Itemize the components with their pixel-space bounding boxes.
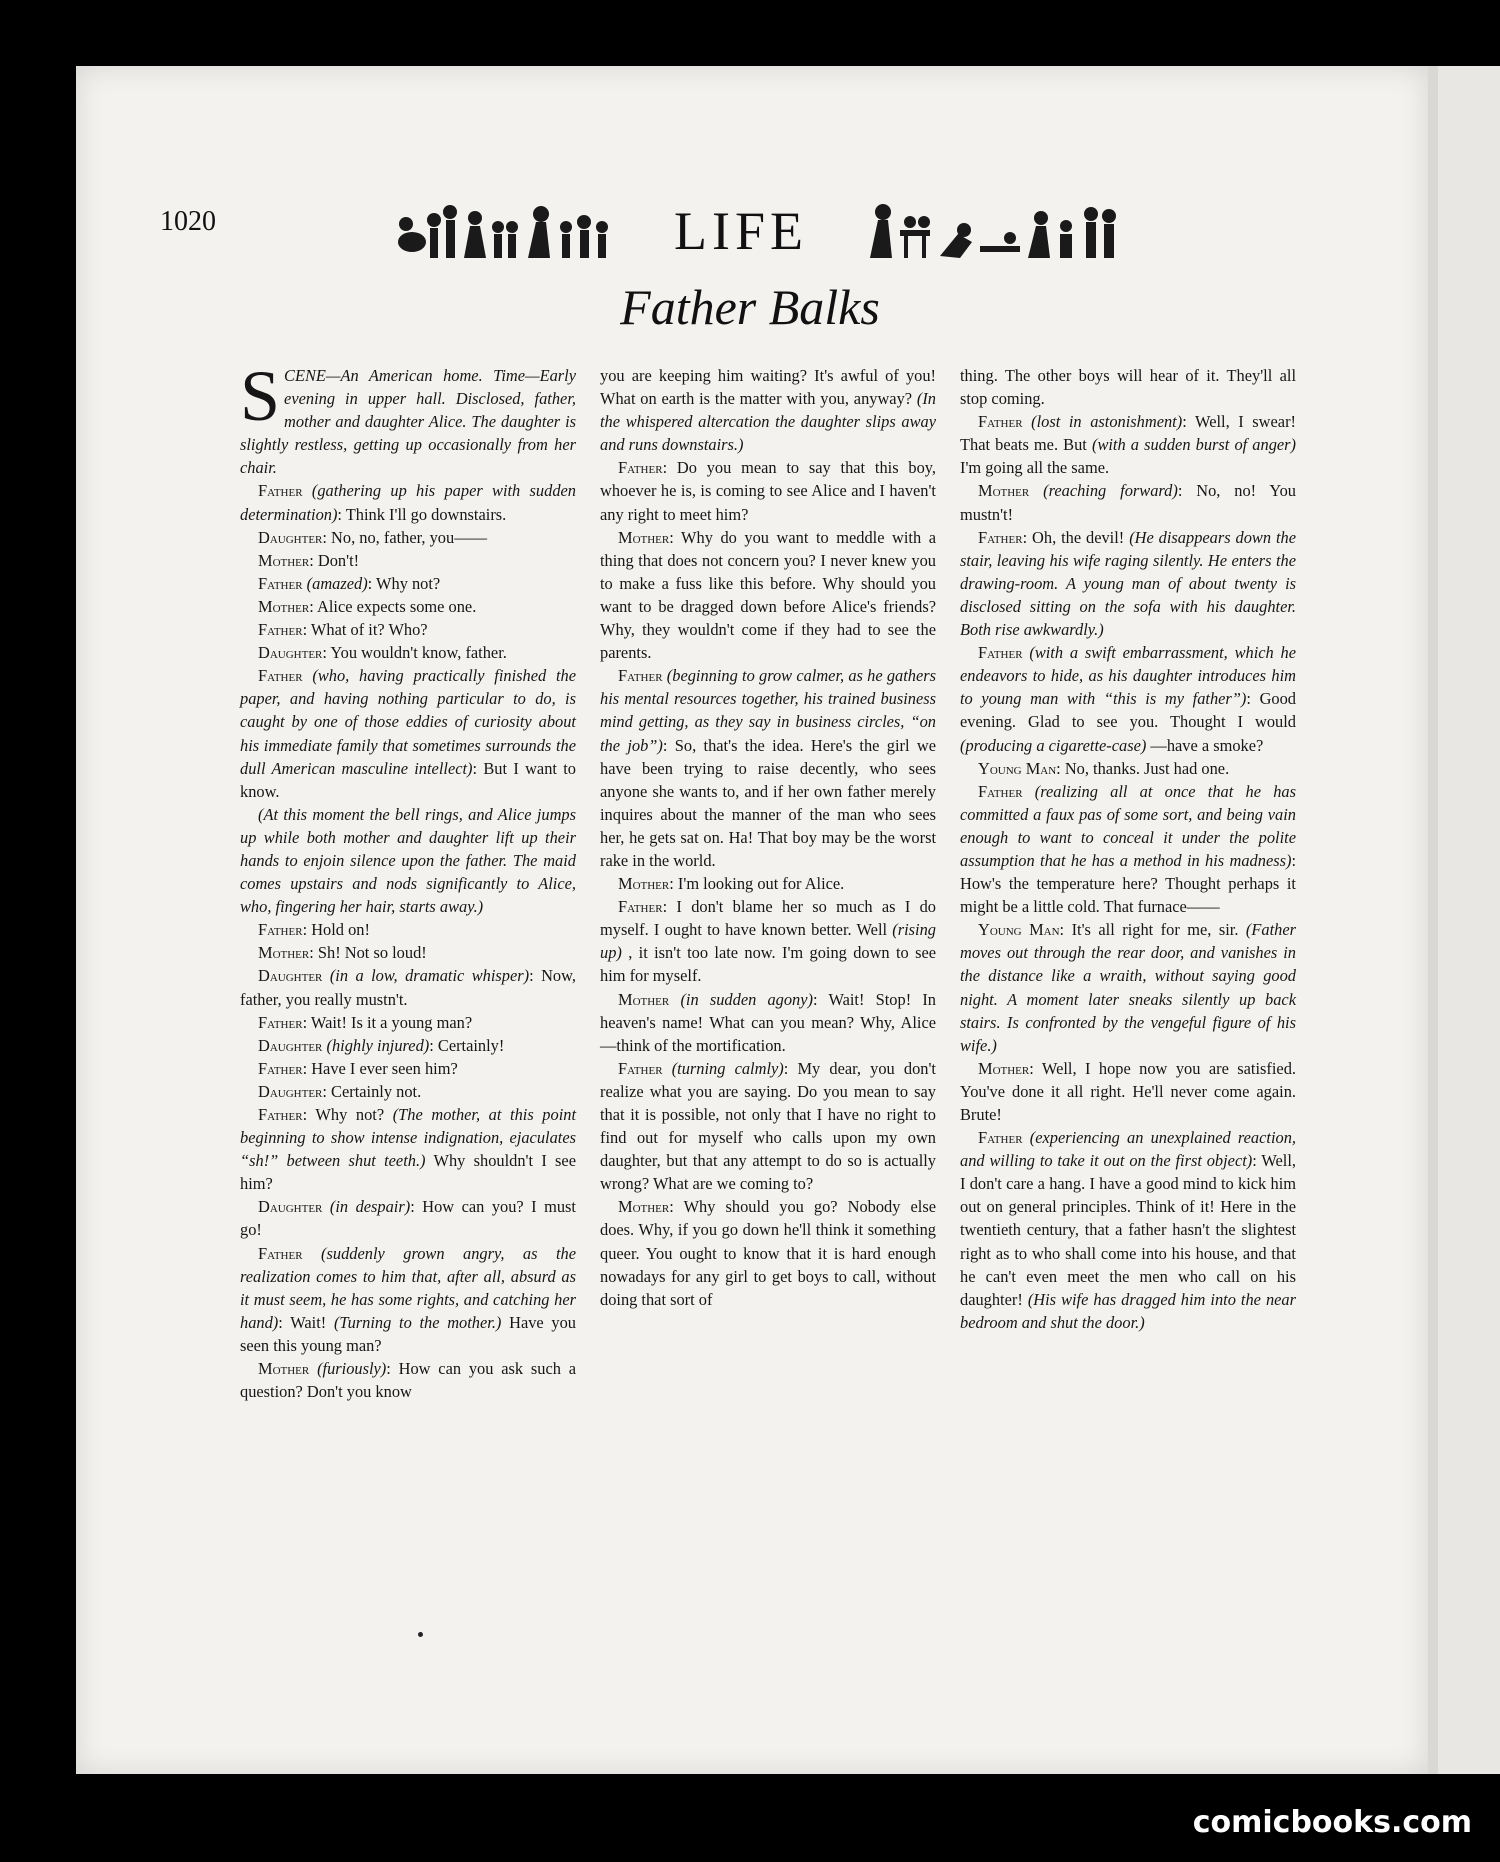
dialogue-text: : Why should you go? Nobody else does. Why, if you go down he'll think it something queer. You ought to know that it is hard enough nowadays for any girl to get boys to call, without doing that sort of [600,1197,936,1309]
dialogue-line [600,664,936,872]
dialogue-text: : Good evening. Glad to see you. Thought I would [960,689,1296,732]
dialogue-line [240,641,576,664]
dialogue-text: : But I want to know. [240,758,576,801]
dialogue-text: thing. The other boys will hear of it. They'll all stop coming. [960,366,1296,409]
dialogue-text: : You wouldn't know, father. [322,643,507,663]
dialogue-text: : Certainly not. [322,1081,422,1101]
masthead [390,190,1130,270]
speaker-name: Mother [618,874,670,894]
dialogue-continuation [960,364,1296,410]
speaker-name: Mother [978,481,1030,501]
stage-direction: (experiencing an unexplained reaction, and willing to take it out on the first object) [960,1128,1296,1171]
stage-direction: (amazed) [306,573,368,593]
dialogue-line [240,1103,576,1195]
speaker-name: Mother [618,989,670,1009]
dialogue-text: : Hold on! [302,920,370,940]
dialogue-text: : Why not? [367,573,441,593]
stage-direction: (In the whispered altercation the daughter slips away and runs downstairs.) [600,389,936,455]
masthead-right-figures [860,190,1130,270]
stage-direction: (in despair) [329,1197,411,1217]
dialogue-line [600,872,936,895]
dialogue-line [240,595,576,618]
dialogue-line [960,410,1296,479]
dialogue-text: : Now, father, you really mustn't. [240,966,576,1009]
stage-direction: (He disappears down the stair, leaving his wife raging silently. He enters the drawing-room. A young man of about twenty is disclosed sitting on the sofa with his daughter. Both rise awkwardly.) [960,527,1296,640]
speaker-name: Daughter [258,527,323,547]
speaker-name: Mother [258,1359,310,1379]
text-column-3 [960,364,1296,1334]
stage-direction: (producing a cigarette-case) [960,735,1147,755]
dialogue-text: you are keeping him waiting? It's awful of you! What on earth is the matter with you, anyway? [600,366,936,409]
stage-direction: (At this moment the bell rings, and Alice jumps up while both mother and daughter lift up their hands to enjoin silence upon the father. The maid comes upstairs and nods significantly to Alice, who, fingering her hair, starts away.) [240,804,576,917]
stage-direction: (realizing all at once that he has committed a faux pas of some sort, and being vain enough to want to conceal it under the polite assumption that he has a method in his madness) [960,781,1296,870]
dialogue-line [960,918,1296,1057]
dialogue-line [240,964,576,1010]
speaker-name: Father [258,1058,303,1078]
dialogue-line [960,1057,1296,1126]
dialogue-text: : I'm looking out for Alice. [669,874,845,894]
dialogue-text: : Why do you want to meddle with a thing that does not concern you? I never knew you to make a fuss like this before. Why should you want to be dragged down before Alice's friends? Why, they wouldn't come if they had to see the parents. [600,527,936,663]
dialogue-text: : Think I'll go downstairs. [337,504,507,524]
stage-direction: (His wife has dragged him into the near bedroom and shut the door.) [960,1289,1296,1332]
page-number: 1020 [160,206,216,237]
ink-dot [418,1632,423,1637]
dialogue-line [600,1195,936,1310]
dialogue-text: : No, no! You mustn't! [960,481,1296,524]
speaker-name: Mother [978,1058,1030,1078]
dialogue-text: : Wait! [278,1312,327,1332]
speaker-name: Father [978,643,1023,663]
dialogue-continuation [600,364,936,456]
dialogue-line [240,526,576,549]
dialogue-line [240,803,576,918]
speaker-name: Mother [618,1197,670,1217]
dialogue-text: Have you seen this young man? [240,1312,577,1355]
dialogue-text: , it isn't too late now. I'm going down to see him for myself. [600,943,936,986]
speaker-name: Father [978,781,1023,801]
speaker-name: Father [258,920,303,940]
stage-direction: (highly injured) [326,1035,430,1055]
speaker-name: Father [978,1128,1023,1148]
dialogue-line [240,1242,576,1357]
dialogue-text: : Wait! Is it a young man? [302,1012,473,1032]
drop-cap: S [240,356,281,436]
dialogue-text: : Well, I don't care a hang. I have a good mind to kick him out on general principles. Think of it! Here in the twentieth century, that a father hasn't the slightest right as to who shall come into his house, and that he can't even meet the men who call on his daughter! [960,1151,1296,1309]
speaker-name: Father [978,527,1023,547]
dialogue-line [600,895,936,987]
dialogue-line [600,456,936,525]
dialogue-text: : Certainly! [429,1035,505,1055]
stage-direction: (in a low, dramatic whisper) [329,966,530,986]
speaker-name: Daughter [258,643,323,663]
dialogue-text: : My dear, you don't realize what you are saying. Do you mean to say that it is possible, not only that I have no right to find out for myself who calls upon my own daughter, but that any attempt to do so is actually wrong? What are we coming to? [600,1058,936,1194]
stage-direction: (in sudden agony) [680,989,813,1009]
dialogue-text: : No, no, father, you—— [322,527,487,547]
dialogue-line [240,1011,576,1034]
dialogue-text: Why shouldn't I see him? [240,1151,576,1194]
speaker-name: Father [258,620,303,640]
dialogue-text: : Sh! Not so loud! [309,943,427,963]
dialogue-line [240,549,576,572]
dialogue-line [960,479,1296,525]
dialogue-line [240,1034,576,1057]
dialogue-line [240,572,576,595]
dialogue-text: : Well, I swear! That beats me. But [960,412,1296,455]
article-title: Father Balks [620,279,880,335]
speaker-name: Father [258,666,303,686]
text-column-1 [240,356,577,1403]
dialogue-text: : How can you ask such a question? Don't you know [240,1359,576,1402]
dialogue-line [240,618,576,641]
speaker-name: Father [618,458,663,478]
masthead-left-figures [390,190,620,270]
stage-direction: (Father moves out through the rear door, and vanishes in the distance like a wraith, without saying good night. A moment later sneaks silently up back stairs. Is confronted by the vengeful figure of his wife.) [960,920,1296,1055]
dialogue-line [240,1080,576,1103]
stage-direction: (suddenly grown angry, as the realization comes to him that, after all, absurd as it must seem, he has some rights, and catching her hand) [240,1243,576,1332]
dialogue-line [960,641,1296,756]
dialogue-text: : It's all right for me, sir. [1059,920,1239,940]
dialogue-text: : Why not? [302,1105,385,1124]
dialogue-text: : Well, I hope now you are satisfied. You've done it all right. He'll never come again. Brute! [960,1058,1296,1124]
dialogue-line [600,1057,936,1196]
dialogue-text: : Wait! Stop! In heaven's name! What can you mean? Why, Alice—think of the mortification. [600,989,936,1055]
speaker-name: Mother [258,550,310,570]
stage-direction: (beginning to grow calmer, as he gathers his mental resources together, his trained business mind getting, as they say in business circles, “on the job”) [600,666,936,755]
dialogue-text: : So, that's the idea. Here's the girl we have been trying to raise decently, who sees anyone she wants to, and if her own father merely inquires about the manner of the man who sees her, he gets sat on. Ha! That boy may be the worst rake in the world. [600,735,936,870]
dialogue-line [240,479,576,525]
speaker-name: Father [258,481,303,501]
stage-direction: (turning calmly) [671,1058,784,1078]
speaker-name: Father [618,666,663,686]
dialogue-text: : Have I ever seen him? [302,1058,458,1078]
dialogue-line [240,1195,576,1241]
dialogue-line [960,526,1296,641]
speaker-name: Father [258,1012,303,1032]
speaker-name: Mother [258,596,310,616]
speaker-name: Daughter [258,1081,323,1101]
dialogue-line [600,526,936,665]
dialogue-line [960,757,1296,780]
dialogue-text: —have a smoke? [1150,735,1264,755]
stage-direction: (The mother, at this point beginning to show intense indignation, ejaculates “sh!” between shut teeth.) [240,1105,576,1171]
dialogue-text: : Don't! [309,550,360,570]
speaker-name: Mother [618,527,670,547]
dialogue-text: : Oh, the devil! [1022,527,1125,547]
dialogue-text: I'm going all the same. [960,458,1110,478]
dialogue-text: : How's the temperature here? Thought perhaps it might be a little cold. That furnace—— [960,850,1296,917]
speaker-name: Mother [258,943,310,963]
stage-direction: (reaching forward) [1043,481,1178,501]
scene-intro [240,356,576,479]
speaker-name: Father [618,897,663,917]
speaker-name: Father [258,1105,303,1124]
dialogue-text: : I don't blame her so much as I do myself. I ought to have known better. Well [600,897,936,940]
dialogue-line [240,1057,576,1080]
stage-direction: (rising up) [600,920,936,963]
stage-direction: (who, having practically finished the paper, and having nothing particular to do, is caught by one of those eddies of curiosity about his immediate family that sometimes surrounds the dull American masculine intellect) [240,666,576,778]
stage-direction: (gathering up his paper with sudden determination) [240,481,576,524]
dialogue-line [240,664,576,803]
stage-direction: (with a swift embarrassment, which he endeavors to hide, as his daughter introduces him to young man with “this is my father”) [960,643,1296,709]
dialogue-line [600,988,936,1057]
dialogue-text: : Do you mean to say that this boy, whoever he is, is coming to see Alice and I haven't any right to meet him? [600,458,936,524]
stage-direction: (with a sudden burst of anger) [1091,435,1297,455]
text-column-2 [600,364,936,1311]
dialogue-line [240,941,576,964]
speaker-name: Father [978,412,1023,432]
intro-text: CENE—An American home. Time—Early evening in upper hall. Disclosed, father, mother and daughter Alice. The daughter is slightly restless, getting up occasionally from her chair. [240,366,576,478]
dialogue-text: : No, thanks. Just had one. [1056,758,1230,778]
speaker-name: Daughter [258,1035,323,1055]
dialogue-line [240,1357,576,1403]
stage-direction: (lost in astonishment) [1031,412,1183,432]
dialogue-text: : What of it? Who? [302,620,428,640]
speaker-name: Father [258,1243,303,1263]
speaker-name: Young Man [978,920,1060,940]
dialogue-line [240,918,576,941]
masthead-title: LIFE [674,201,808,261]
speaker-name: Daughter [258,966,323,986]
dialogue-line [960,780,1296,919]
dialogue-text: : Alice expects some one. [309,596,477,616]
stage-direction: (furiously) [317,1359,387,1379]
speaker-name: Daughter [258,1197,323,1217]
stage-direction: (Turning to the mother.) [333,1312,502,1332]
speaker-name: Father [258,573,303,593]
dialogue-text: : How can you? I must go! [240,1197,576,1240]
speaker-name: Young Man [978,758,1057,778]
dialogue-line [960,1126,1296,1334]
watermark: comicbooks.com [1192,1805,1472,1840]
speaker-name: Father [618,1058,663,1078]
